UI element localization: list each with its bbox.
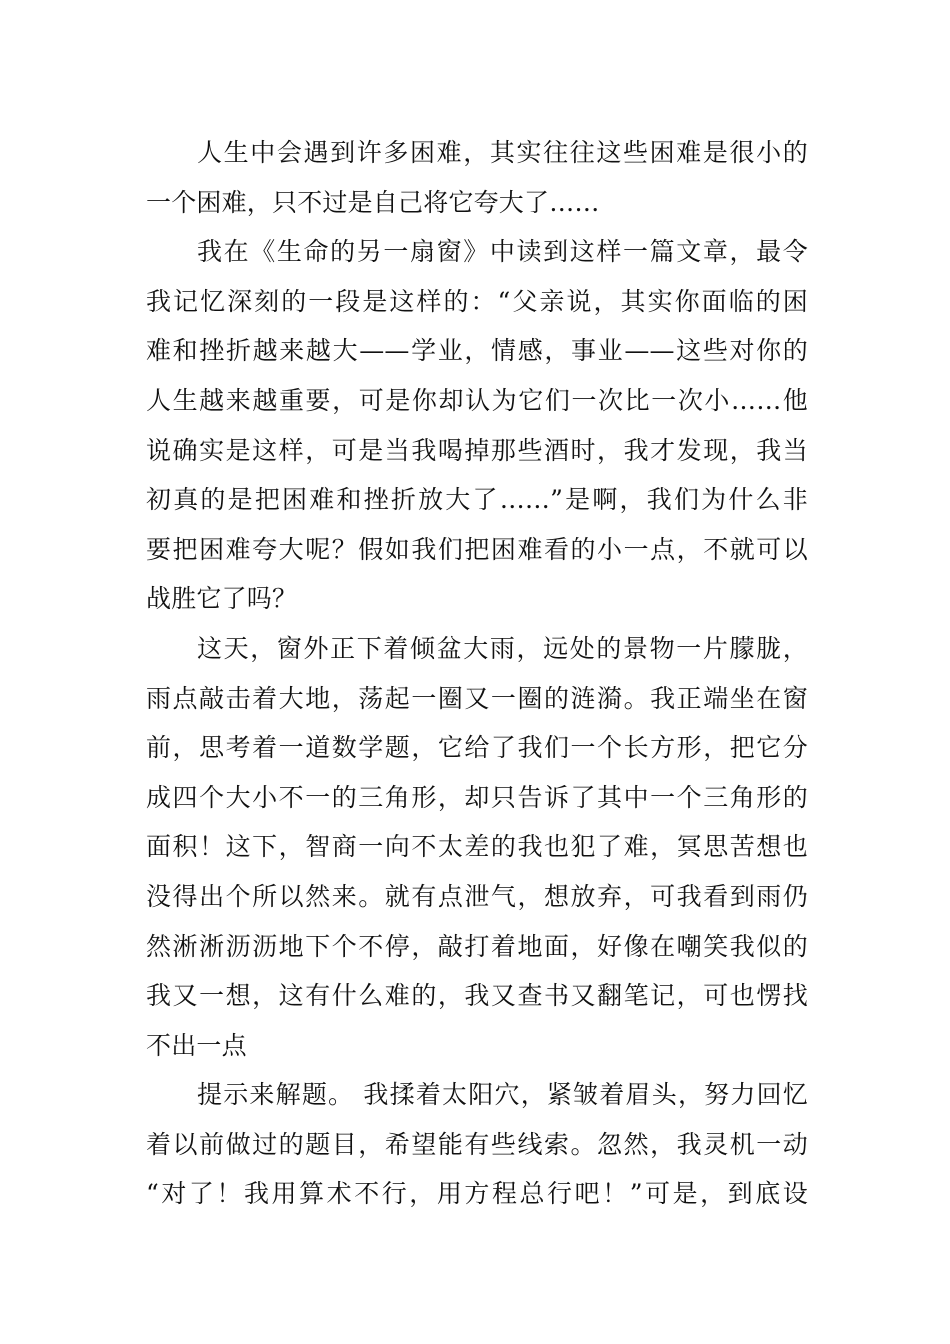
text-line: 一个困难，只不过是自己将它夸大了…… [146, 187, 600, 217]
document-body [146, 128, 808, 1219]
text-line: 成四个大小不一的三角形，却只告诉了其中一个三角形的 [146, 782, 808, 812]
text-line: 我在《生命的另一扇窗》中读到这样一篇文章，最令 [197, 237, 808, 267]
text-line: 人生越来越重要，可是你却认为它们一次比一次小……他 [146, 385, 808, 415]
text-line: “对了！我用算术不行，用方程总行吧！”可是，到底设 [146, 1179, 808, 1209]
text-line: 初真的是把困难和挫折放大了……”是啊，我们为什么非 [146, 485, 808, 515]
text-line: 我又一想，这有什么难的，我又查书又翻笔记，可也愣找 [146, 981, 808, 1011]
text-line: 我记忆深刻的一段是这样的：“父亲说，其实你面临的困 [146, 286, 808, 316]
text-line: 面积！这下，智商一向不太差的我也犯了难，冥思苦想也 [146, 832, 808, 862]
text-line: 没得出个所以然来。就有点泄气，想放弃，可我看到雨仍 [146, 881, 808, 911]
text-line: 说确实是这样，可是当我喝掉那些酒时，我才发现，我当 [146, 435, 808, 465]
text-line: 然淅淅沥沥地下个不停，敲打着地面，好像在嘲笑我似的 [146, 931, 808, 961]
text-line: 战胜它了吗？ [146, 584, 298, 614]
text-line: 提示来解题。 我揉着太阳穴，紧皱着眉头，努力回忆 [197, 1080, 808, 1110]
text-line: 雨点敲击着大地，荡起一圈又一圈的涟漪。我正端坐在窗 [146, 683, 808, 713]
text-line: 着以前做过的题目，希望能有些线索。忽然，我灵机一动 [146, 1129, 808, 1159]
text-line: 这天，窗外正下着倾盆大雨，远处的景物一片朦胧， [197, 633, 808, 663]
text-line: 前，思考着一道数学题，它给了我们一个长方形，把它分 [146, 733, 808, 763]
text-line: 不出一点 [146, 1030, 247, 1060]
text-line: 要把困难夸大呢？假如我们把困难看的小一点，不就可以 [146, 534, 808, 564]
text-line: 难和挫折越来越大——学业，情感，事业——这些对你的 [146, 336, 808, 366]
text-line: 人生中会遇到许多困难，其实往往这些困难是很小的 [197, 138, 808, 167]
